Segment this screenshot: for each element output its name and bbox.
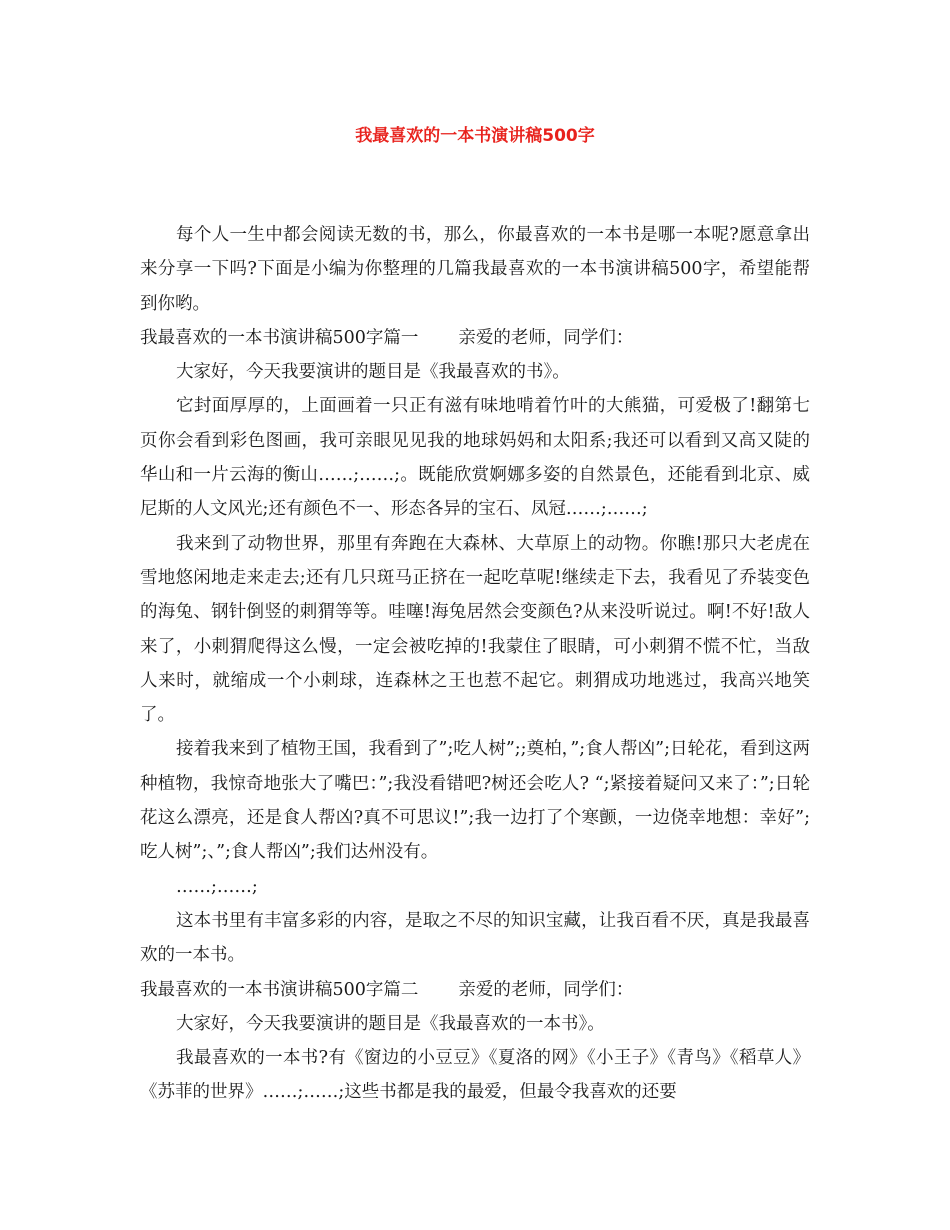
section1-paragraph: 接着我来到了植物王国，我看到了”;吃人树”;;奠柏，”;食人帮凶”;日轮花，看到这两种植物，我惊奇地张大了嘴巴：”;我没看错吧?树还会吃人? “;紧接着疑问又来了：”;日轮花这么漂亮，还是食人帮凶?真不可思议!”;我一边打了个寒颤，一边侥幸地想：幸好”;吃人树”;、”;食人帮凶”;我们达州没有。 — [140, 739, 811, 863]
section2-paragraph: 我最喜欢的一本书?有《窗边的小豆豆》《夏洛的网》《小王子》《青鸟》《稻草人》《苏菲的世界》……;……;这些书都是我的最爱，但最令我喜欢的还要 — [140, 1048, 810, 1103]
section-heading-line — [140, 973, 810, 1007]
section1-paragraph: 它封面厚厚的，上面画着一只正有滋有味地啃着竹叶的大熊猫，可爱极了!翻第七页你会看到彩色图画，我可亲眼见见我的地球妈妈和太阳系;我还可以看到又高又陡的华山和一片云海的衡山……;……;。既能欣赏婀娜多姿的自然景色，还能看到北京、威尼斯的人文风光;还有颜色不一、形态各异的宝石、凤冠……;……; — [140, 396, 810, 520]
section2-paragraph: 大家好，今天我要演讲的题目是《我最喜欢的一本书》。 — [176, 1013, 605, 1034]
section2-heading: 我最喜欢的一本书演讲稿500字篇二 — [140, 979, 419, 1000]
document-body — [140, 218, 810, 1110]
section1-salutation: 亲爱的老师，同学们： — [458, 327, 634, 348]
section-heading-line — [140, 321, 810, 355]
section1-paragraph: 大家好，今天我要演讲的题目是《我最喜欢的书》。 — [176, 362, 570, 383]
intro-paragraph: 每个人一生中都会阅读无数的书，那么，你最喜欢的一本书是哪一本呢?愿意拿出来分享一下吗?下面是小编为你整理的几篇我最喜欢的一本书演讲稿500字，希望能帮到你哟。 — [140, 225, 810, 314]
section1-heading: 我最喜欢的一本书演讲稿500字篇一 — [140, 327, 419, 348]
section2-salutation: 亲爱的老师，同学们： — [458, 979, 634, 1000]
section1-paragraph: 这本书里有丰富多彩的内容，是取之不尽的知识宝藏，让我百看不厌，真是我最喜欢的一本书。 — [140, 910, 810, 966]
section1-paragraph: ……;……; — [176, 876, 258, 897]
section1-paragraph: 我来到了动物世界，那里有奔跑在大森林、大草原上的动物。你瞧!那只大老虎在雪地悠闲地走来走去;还有几只斑马正挤在一起吃草呢!继续走下去，我看见了乔装变色的海兔、钢针倒竖的刺猬等等。哇噻!海兔居然会变颜色?从来没听说过。啊!不好!敌人来了，小刺猬爬得这么慢，一定会被吃掉的!我蒙住了眼睛，可小刺猬不慌不忙，当敌人来时，就缩成一个小刺球，连森林之王也惹不起它。刺猬成功地逃过，我高兴地笑了。 — [140, 533, 810, 726]
document-title: 我最喜欢的一本书演讲稿500字 — [355, 126, 595, 146]
